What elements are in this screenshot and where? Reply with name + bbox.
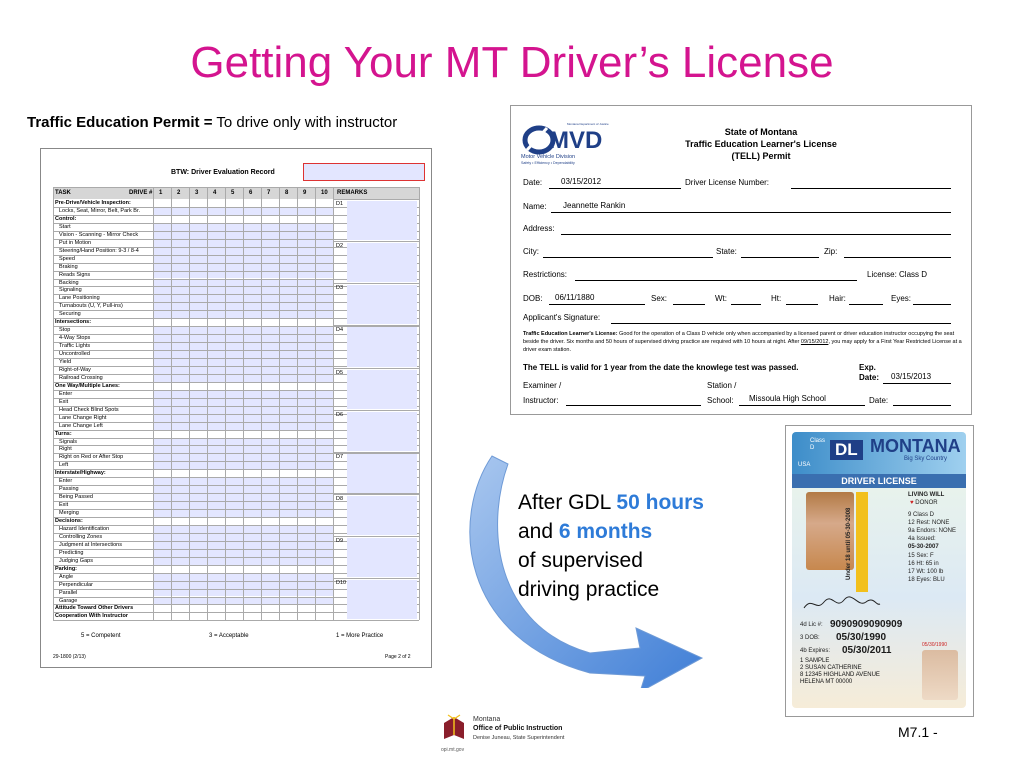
license-issued: 05-30-2007 [908, 544, 939, 550]
tell-exp-value: 03/15/2013 [891, 372, 932, 381]
tell-school-line [739, 405, 865, 406]
tell-permit [510, 105, 972, 415]
eval-task-row: Signals [59, 438, 78, 445]
eval-task-row: Right on Red or After Stop [59, 454, 124, 461]
tell-sex-line [673, 304, 705, 305]
eval-task-row: Exit [59, 398, 69, 405]
eval-task-row: Head Check Blind Spots [59, 406, 119, 413]
drive-number-col: 6 [249, 190, 253, 196]
eval-task-row: Parking: [55, 565, 78, 572]
tell-desc-1: Good for the operation of a Class D vehicle only when accompanied by a licensed parent or driver education instructor occupying the seat beside the driver. Six months and 50 hours of supervised driving practice are required with 10 hours at night. After [523, 331, 955, 345]
eval-task-row: Signaling [59, 287, 82, 294]
gdl-callout [518, 488, 704, 604]
license-expires: 05/30/2011 [842, 645, 892, 656]
tell-date2-label: Date: [869, 396, 889, 405]
remarks-label: D5 [336, 369, 344, 376]
tell-head-2: Traffic Education Learner's License [685, 139, 837, 149]
grid-col-line [315, 187, 316, 620]
grid-col-line [225, 187, 226, 620]
driver-evaluation-record [40, 148, 432, 668]
grid-col-line [297, 187, 298, 620]
license-band: DRIVER LICENSE [792, 474, 966, 488]
license-expires-label: 4b Expires: [800, 648, 831, 654]
tell-examiner-label: Examiner / [523, 381, 562, 390]
license-number: 9090909090909 [830, 619, 903, 630]
callout-line-3: of supervised [518, 549, 643, 572]
license-dob-label: 3 DOB: [800, 635, 820, 641]
tell-name-line [551, 212, 951, 213]
license-state: MONTANA [870, 436, 961, 456]
eval-task-row: Stop [59, 327, 71, 334]
remarks-divider [333, 578, 419, 579]
license-signature-icon [802, 594, 882, 614]
license-weight: 17 Wt: 100 lb [908, 569, 944, 575]
eval-task-row: One Way/Multiple Lanes: [55, 382, 120, 389]
grid-col-line [189, 187, 190, 620]
grid-col-line [279, 187, 280, 620]
tell-restrictions-label: Restrictions: [523, 270, 568, 279]
grid-col-line [53, 187, 54, 620]
mvd-logo-icon [519, 120, 621, 166]
legend-competent: 5 = Competent [81, 633, 121, 639]
license-class: 9 Class D [908, 512, 935, 518]
eval-task-row: Yield [59, 359, 72, 365]
remarks-box[interactable] [347, 454, 417, 493]
tell-desc-date: 09/15/2012 [800, 339, 829, 345]
opi-book-icon [441, 713, 467, 743]
remarks-box[interactable] [347, 201, 417, 240]
eval-task-row: Start [59, 223, 71, 230]
callout-line-4: driving practice [518, 578, 660, 601]
eval-task-row: Steering/Hand Position: 9-3 / 8-4 [59, 247, 139, 254]
tell-school-value: Missoula High School [749, 394, 826, 403]
eval-task-row: Perpendicular [59, 581, 93, 588]
tell-city-label: City: [523, 247, 539, 256]
tell-ht-label: Ht: [771, 294, 782, 303]
heart-icon: ♥ [910, 500, 914, 506]
tell-state-label: State: [716, 247, 737, 256]
eval-task-row: Decisions: [55, 518, 83, 524]
eval-task-row: Lane Change Right [59, 414, 107, 421]
tell-instructor-line [566, 405, 701, 406]
tell-zip-label: Zip: [824, 247, 838, 256]
tell-desc-title: Traffic Education Learner's License: [523, 331, 618, 337]
tell-head-1: State of Montana [724, 127, 798, 137]
slide-page-number: M7.1 - [898, 724, 938, 740]
license-donor-text: DONOR [915, 500, 938, 506]
license-small-date: 05/30/1990 [922, 642, 948, 648]
mvd-logo-text: MVD [549, 127, 603, 154]
eval-task-row: Right [59, 446, 72, 453]
eval-col-task: TASK [55, 190, 71, 196]
eval-task-row: Lane Change Left [59, 422, 103, 429]
tell-date2-line [893, 405, 951, 406]
opi-logo [441, 713, 581, 757]
drive-number-col: 2 [177, 190, 181, 196]
eval-task-row: Securing [59, 311, 81, 318]
tell-ht-line [786, 304, 818, 305]
eval-task-row: Enter [59, 478, 73, 485]
remarks-divider [333, 283, 419, 284]
tell-eyes-label: Eyes: [891, 294, 912, 303]
license-sex: 15 Sex: F [908, 553, 934, 559]
slide-title: Getting Your MT Driver’s License [190, 38, 834, 87]
eval-title: BTW: Driver Evaluation Record [171, 169, 275, 176]
tell-zip-line [844, 257, 951, 258]
callout-and: and [518, 520, 559, 543]
eval-task-row: Garage [59, 597, 78, 604]
remarks-box[interactable] [347, 285, 417, 324]
callout-after-gdl: After GDL [518, 491, 617, 514]
callout-line-2 [518, 517, 704, 546]
eval-task-row: Controlling Zones [59, 533, 103, 540]
remarks-box[interactable] [347, 412, 417, 451]
eval-page-number: Page 2 of 2 [385, 654, 411, 660]
remarks-box[interactable] [347, 580, 417, 619]
eval-task-row: Lane Positioning [59, 295, 100, 302]
tell-hair-line [849, 304, 883, 305]
remarks-box[interactable] [347, 327, 417, 366]
license-address: 1 SAMPLE 2 SUSAN CATHERINE 8 12345 HIGHLAND AVENUE HELENA MT 00000 [800, 658, 880, 685]
eval-task-row: Railroad Crossing [59, 374, 103, 381]
eval-task-row: Parallel [59, 589, 78, 596]
permit-label: Traffic Education Permit = [27, 114, 213, 131]
remarks-box[interactable] [347, 538, 417, 577]
eval-task-row: Backing [59, 279, 79, 286]
eval-task-row: Uncontrolled [59, 351, 90, 358]
eval-task-row: Locks, Seat, Mirror, Belt, Park Br. [59, 207, 140, 214]
mvd-department: Montana Department of Justice [567, 122, 609, 126]
license-endorsements: 9a Endors: NONE [908, 528, 957, 534]
opi-state: Montana [473, 716, 501, 723]
grid-row-line [53, 620, 419, 621]
remarks-divider [333, 241, 419, 242]
license-dob: 05/30/1990 [836, 632, 887, 643]
remarks-label: D3 [336, 285, 344, 292]
remarks-box[interactable] [347, 496, 417, 535]
remarks-divider [333, 536, 419, 537]
eval-task-row: Turns: [55, 430, 72, 437]
tell-name-label: Name: [523, 202, 547, 211]
remarks-label: D10 [336, 580, 347, 587]
legend-acceptable: 3 = Acceptable [209, 633, 249, 639]
eval-col-remarks: REMARKS [337, 190, 368, 196]
tell-date-label: Date: [523, 178, 543, 187]
eval-task-row: Put in Motion [59, 239, 92, 246]
tell-name-value: Jeannette Rankin [563, 201, 626, 210]
drive-number-col: 9 [303, 190, 307, 196]
eval-task-row: Predicting [59, 549, 84, 556]
license-under18-stripe [856, 492, 868, 592]
eval-task-row: Right-of-Way [59, 366, 91, 373]
license-number-label: 4d Lic #: [800, 622, 823, 628]
drive-number-col: 4 [213, 190, 217, 196]
remarks-divider [333, 494, 419, 495]
remarks-divider [333, 199, 419, 200]
eval-task-row: Left [59, 462, 69, 469]
mvd-tagline: Safety • Efficiency • Dependability [521, 161, 575, 165]
license-donor [910, 500, 938, 506]
legend-practice: 1 = More Practice [336, 633, 384, 639]
tell-restrictions-line [575, 280, 857, 281]
remarks-divider [333, 325, 419, 326]
tell-instructor-label: Instructor: [523, 396, 559, 405]
eval-task-row: Braking [59, 263, 78, 270]
eval-task-row: Intersections: [55, 319, 92, 326]
eval-task-row: Control: [55, 215, 77, 222]
license-ghost-photo [922, 650, 958, 700]
sample-driver-license [785, 425, 974, 717]
eval-task-row: Judging Gaps [59, 557, 93, 564]
tell-dln-line [791, 188, 951, 189]
license-usa: USA [798, 462, 811, 468]
grid-col-line [153, 187, 154, 620]
remarks-divider [333, 368, 419, 369]
license-height: 16 Ht: 65 in [908, 561, 939, 567]
tell-station-label: Station / [707, 381, 737, 390]
callout-months: 6 months [558, 520, 653, 543]
license-class-top: Class D [810, 438, 826, 451]
drive-number-col: 10 [321, 190, 328, 196]
remarks-label: D1 [336, 201, 344, 207]
license-issued-label: 4a Issued: [908, 536, 936, 542]
tell-validity: The TELL is valid for 1 year from the date the knowlege test was passed. [523, 363, 799, 372]
eval-header [53, 187, 419, 199]
grid-col-line [243, 187, 244, 620]
eval-task-row: Being Passed [59, 494, 93, 501]
remarks-label: D7 [336, 453, 344, 460]
grid-col-line [419, 187, 420, 620]
remarks-label: D6 [336, 411, 344, 418]
license-motto: Big Sky Country [904, 456, 948, 462]
grid-col-line [261, 187, 262, 620]
tell-desc-2: , you may apply for a First Year Restricted License at a driver exam station. [523, 339, 962, 353]
tell-address-line [561, 234, 951, 235]
eval-task-row: Hazard Identification [59, 525, 110, 532]
remarks-divider [333, 452, 419, 453]
grid-col-line [333, 187, 334, 620]
tell-school-label: School: [707, 396, 734, 405]
tell-date-value: 03/15/2012 [561, 177, 602, 186]
eval-name-box [303, 163, 425, 181]
eval-task-row: Speed [59, 255, 75, 262]
license-under18-text: Under 18 until 05-30-2008 [846, 507, 852, 580]
eval-col-drive: DRIVE # [129, 190, 153, 196]
tell-dob-value: 06/11/1880 [555, 293, 595, 302]
remarks-label: D8 [336, 495, 344, 502]
remarks-box[interactable] [347, 370, 417, 409]
license-living-will: LIVING WILL [908, 492, 945, 498]
license-eyes: 18 Eyes: BLU [908, 577, 945, 583]
tell-heading [661, 126, 861, 162]
tell-head-3: (TELL) Permit [731, 151, 791, 161]
tell-signature-label: Applicant's Signature: [523, 313, 601, 322]
drive-number-col: 5 [231, 190, 235, 196]
drive-number-col: 7 [267, 190, 271, 196]
eval-task-row: Cooperation With Instructor [55, 613, 128, 620]
tell-address-label: Address: [523, 224, 555, 233]
tell-wt-label: Wt: [715, 294, 727, 303]
grid-top-line [53, 187, 419, 188]
opi-superintendent: Denise Juneau, State Superintendent [473, 735, 565, 741]
eval-task-row: Exit [59, 502, 69, 509]
drive-number-col: 3 [195, 190, 199, 196]
tell-wt-line [731, 304, 761, 305]
eval-task-row: Traffic Lights [59, 343, 91, 350]
tell-exp-label: Exp. [859, 363, 876, 372]
eval-task-row: Turnabouts (U, Y, Pull-ins) [59, 303, 123, 310]
grid-col-line [171, 187, 172, 620]
tell-eyes-line [913, 304, 951, 305]
tell-license-class: License: Class D [867, 270, 928, 279]
license-restrictions: 12 Rest: NONE [908, 520, 950, 526]
permit-definition [27, 114, 397, 131]
opi-office: Office of Public Instruction [473, 725, 563, 732]
eval-task-row: 4-Way Stops [59, 335, 91, 342]
eval-task-row: Attitude Toward Other Drivers [55, 605, 134, 612]
eval-task-row: Enter [59, 390, 73, 397]
drive-number-col: 1 [159, 190, 163, 196]
tell-dob-line [549, 304, 645, 305]
eval-task-row: Pre-Drive/Vehicle Inspection: [55, 200, 131, 206]
opi-url: opi.mt.gov [441, 747, 465, 753]
permit-text: To drive only with instructor [212, 114, 398, 131]
drive-number-col: 8 [285, 190, 289, 196]
tell-signature-line [611, 323, 951, 324]
tell-state-line [741, 257, 819, 258]
callout-line-1 [518, 488, 704, 517]
tell-description [523, 330, 963, 354]
eval-task-row: Vision - Scanning - Mirror Check [59, 231, 139, 238]
grid-col-line [207, 187, 208, 620]
eval-task-row: Angle [59, 573, 74, 580]
tell-exp-line [883, 383, 951, 384]
remarks-label: D2 [336, 243, 344, 250]
tell-sex-label: Sex: [651, 294, 668, 303]
remarks-box[interactable] [347, 243, 417, 282]
remarks-divider [333, 410, 419, 411]
tell-hair-label: Hair: [829, 294, 846, 303]
license-card [792, 432, 966, 708]
remarks-label: D9 [336, 538, 344, 545]
remarks-label: D4 [336, 327, 344, 334]
callout-hours: 50 hours [616, 491, 704, 514]
eval-grid [53, 187, 419, 621]
eval-task-row: Judgment at Intersections [59, 541, 122, 548]
tell-date-line [549, 188, 681, 189]
tell-dln-label: Driver License Number: [685, 178, 770, 187]
tell-city-line [543, 257, 713, 258]
license-dl: DL [830, 440, 863, 460]
form-number: 29-1800 (2/13) [53, 654, 86, 660]
eval-task-row: Reads Signs [59, 271, 91, 278]
eval-task-row: Passing [59, 486, 79, 493]
mvd-subtitle: Motor Vehicle Division [521, 154, 576, 160]
tell-dob-label: DOB: [523, 294, 543, 303]
eval-task-row: Interstate/Highway: [55, 470, 106, 477]
eval-task-row: Merging [59, 510, 79, 517]
tell-exp-date-label: Date: [859, 373, 880, 382]
